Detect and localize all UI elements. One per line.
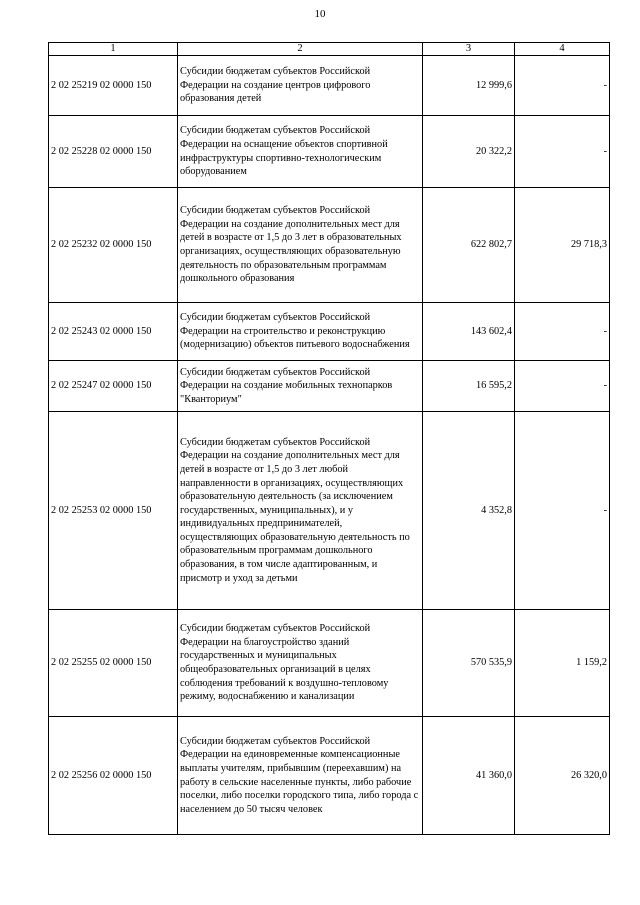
table-row	[49, 56, 610, 116]
amount-col3: 4 352,8	[423, 412, 515, 610]
subsidy-description: Субсидии бюджетам субъектов Российской Федерации на строительство и реконструкцию (модернизацию) объектов питьевого водоснабжения	[178, 303, 423, 361]
budget-code: 2 02 25255 02 0000 150	[49, 610, 178, 717]
subsidy-description: Субсидии бюджетам субъектов Российской Федерации на создание дополнительных мест для детей в возрасте от 1,5 до 3 лет в образовательных организациях, осуществляющих образовательную деятельность по образовательным программам дошкольного образования	[178, 188, 423, 303]
amount-col4: -	[515, 303, 610, 361]
table-row	[49, 361, 610, 412]
budget-code: 2 02 25247 02 0000 150	[49, 361, 178, 412]
amount-col3: 41 360,0	[423, 717, 515, 835]
amount-col4: 29 718,3	[515, 188, 610, 303]
subsidy-description: Субсидии бюджетам субъектов Российской Федерации на создание дополнительных мест для детей в возрасте от 1,5 до 3 лет любой направленности в организациях, осуществляющих образовательную деятельность (за исключением государственных, муниципальных), и у индивидуальных предпринимателей, осуществляющих образовательную деятельность по образовательным программам дошкольного образования, в том числе адаптированным, и присмотр и уход за детьми	[178, 412, 423, 610]
table-row	[49, 303, 610, 361]
table-row	[49, 116, 610, 188]
budget-code: 2 02 25219 02 0000 150	[49, 56, 178, 116]
table-row	[49, 610, 610, 717]
subsidy-description: Субсидии бюджетам субъектов Российской Федерации на единовременные компенсационные выплаты учителям, прибывшим (переехавшим) на работу в сельские населенные пункты, либо рабочие поселки, либо поселки городского типа, либо города с населением до 50 тысяч человек	[178, 717, 423, 835]
amount-col3: 143 602,4	[423, 303, 515, 361]
amount-col3: 16 595,2	[423, 361, 515, 412]
amount-col4: 26 320,0	[515, 717, 610, 835]
table-header-row	[49, 43, 610, 56]
budget-code: 2 02 25243 02 0000 150	[49, 303, 178, 361]
amount-col3: 12 999,6	[423, 56, 515, 116]
column-header: 3	[423, 43, 515, 56]
amount-col3: 20 322,2	[423, 116, 515, 188]
subsidy-description: Субсидии бюджетам субъектов Российской Федерации на создание центров цифрового образования детей	[178, 56, 423, 116]
amount-col3: 570 535,9	[423, 610, 515, 717]
amount-col4: -	[515, 412, 610, 610]
amount-col4: -	[515, 116, 610, 188]
subsidy-description: Субсидии бюджетам субъектов Российской Федерации на благоустройство зданий государственных и муниципальных общеобразовательных организаций в целях соблюдения требований к воздушно-тепловому режиму, водоснабжению и канализации	[178, 610, 423, 717]
budget-table	[48, 42, 610, 835]
column-header: 2	[178, 43, 423, 56]
budget-code: 2 02 25253 02 0000 150	[49, 412, 178, 610]
budget-code: 2 02 25256 02 0000 150	[49, 717, 178, 835]
column-header: 4	[515, 43, 610, 56]
subsidy-description: Субсидии бюджетам субъектов Российской Федерации на создание мобильных технопарков "Кванториум"	[178, 361, 423, 412]
page-number: 10	[314, 8, 326, 20]
amount-col4: -	[515, 361, 610, 412]
column-header: 1	[49, 43, 178, 56]
budget-code: 2 02 25232 02 0000 150	[49, 188, 178, 303]
amount-col4: 1 159,2	[515, 610, 610, 717]
table-row	[49, 188, 610, 303]
amount-col3: 622 802,7	[423, 188, 515, 303]
amount-col4: -	[515, 56, 610, 116]
table-row	[49, 717, 610, 835]
subsidy-description: Субсидии бюджетам субъектов Российской Федерации на оснащение объектов спортивной инфраструктуры спортивно-технологическим оборудованием	[178, 116, 423, 188]
budget-code: 2 02 25228 02 0000 150	[49, 116, 178, 188]
table-row	[49, 412, 610, 610]
